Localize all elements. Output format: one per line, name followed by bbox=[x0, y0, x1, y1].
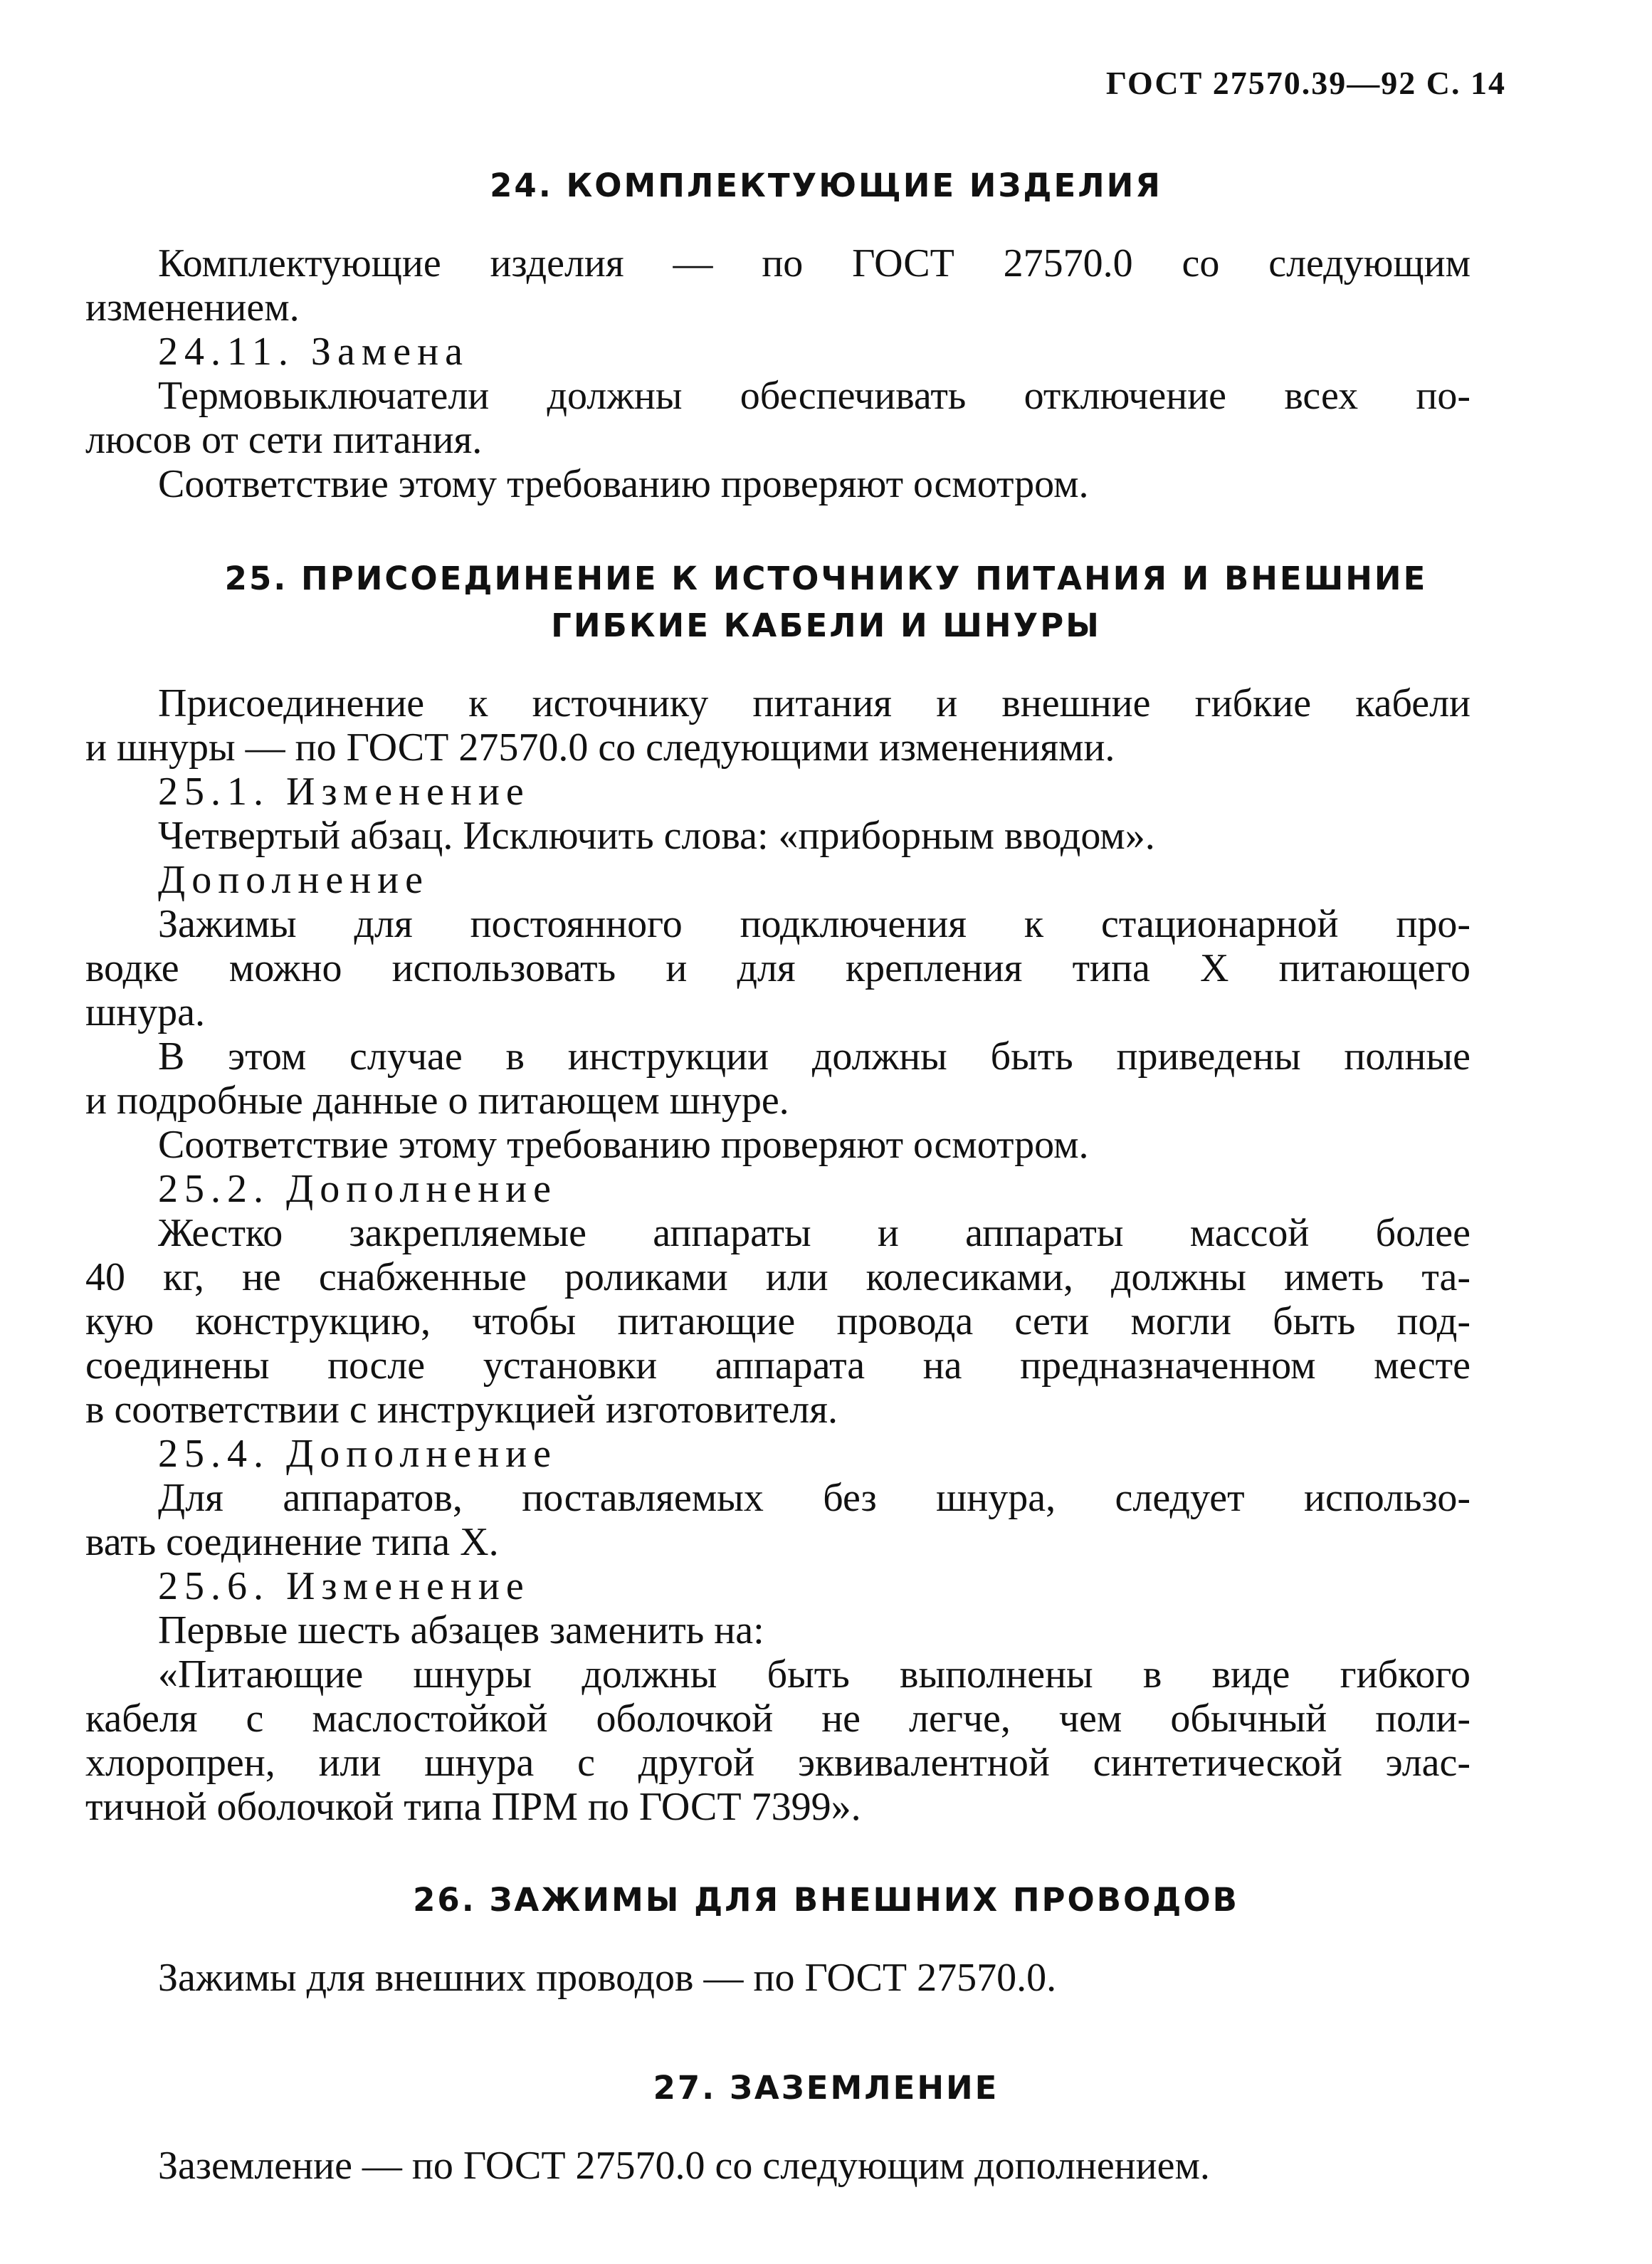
section-title-25-line2: ГИБКИЕ КАБЕЛИ И ШНУРЫ bbox=[551, 607, 1101, 644]
paragraph-line: Присоединение к источнику питания и внешние гибкие кабели bbox=[158, 681, 1471, 725]
paragraph-line: Термовыключатели должны обеспечивать отключение всех по- bbox=[158, 374, 1471, 418]
paragraph-line: люсов от сети питания. bbox=[85, 418, 483, 462]
clause-heading: 24.11. Замена bbox=[158, 330, 469, 374]
section-title-27: 27. ЗАЗЕМЛЕНИЕ bbox=[653, 2069, 999, 2107]
paragraph-line: Соответствие этому требованию проверяют осмотром. bbox=[158, 1123, 1089, 1167]
paragraph-line: вать соединение типа X. bbox=[85, 1520, 499, 1564]
paragraph-line: Для аппаратов, поставляемых без шнура, следует использо- bbox=[158, 1476, 1471, 1520]
paragraph-line: Жестко закрепляемые аппараты и аппараты массой более bbox=[158, 1211, 1471, 1255]
paragraph-line: и шнуры — по ГОСТ 27570.0 со следующими изменениями. bbox=[85, 725, 1115, 770]
paragraph-line: Зажимы для внешних проводов — по ГОСТ 27570.0. bbox=[158, 1956, 1057, 2000]
clause-heading: Дополнение bbox=[158, 858, 429, 902]
quote-line: кабеля с маслостойкой оболочкой не легче, чем обычный поли- bbox=[85, 1697, 1471, 1741]
paragraph-line: изменением. bbox=[85, 285, 300, 330]
quote-line: тичной оболочкой типа ПРМ по ГОСТ 7399». bbox=[85, 1785, 861, 1829]
clause-heading: 25.1. Изменение bbox=[158, 770, 530, 814]
clause-heading: 25.2. Дополнение bbox=[158, 1167, 557, 1211]
paragraph-line: Комплектующие изделия — по ГОСТ 27570.0 со следующим bbox=[158, 241, 1471, 285]
paragraph-line: в соответствии с инструкцией изготовителя. bbox=[85, 1388, 838, 1432]
paragraph-line: Первые шесть абзацев заменить на: bbox=[158, 1608, 764, 1652]
paragraph-line: кую конструкцию, чтобы питающие провода сети могли быть под- bbox=[85, 1299, 1471, 1343]
clause-heading: 25.4. Дополнение bbox=[158, 1432, 557, 1476]
paragraph-line: шнура. bbox=[85, 990, 205, 1034]
running-head: ГОСТ 27570.39—92 С. 14 bbox=[1105, 65, 1506, 101]
paragraph-line: Соответствие этому требованию проверяют осмотром. bbox=[158, 462, 1089, 506]
paragraph-line: 40 кг, не снабженные роликами или колесиками, должны иметь та- bbox=[85, 1255, 1471, 1299]
paragraph-line: Четвертый абзац. Исключить слова: «приборным вводом». bbox=[158, 814, 1155, 858]
paragraph-line: Заземление — по ГОСТ 27570.0 со следующим дополнением. bbox=[158, 2144, 1210, 2188]
paragraph-line: водке можно использовать и для крепления типа X питающего bbox=[85, 946, 1471, 990]
paragraph-line: и подробные данные о питающем шнуре. bbox=[85, 1079, 789, 1123]
section-title-26: 26. ЗАЖИМЫ ДЛЯ ВНЕШНИХ ПРОВОДОВ bbox=[413, 1881, 1239, 1919]
paragraph-line: Зажимы для постоянного подключения к стационарной про- bbox=[158, 902, 1471, 946]
paragraph-line: соединены после установки аппарата на предназначенном месте bbox=[85, 1343, 1471, 1388]
quote-line: хлоропрен, или шнура с другой эквивалентной синтетической элас- bbox=[85, 1741, 1471, 1785]
paragraph-line: В этом случае в инструкции должны быть приведены полные bbox=[158, 1034, 1471, 1079]
quote-line: «Питающие шнуры должны быть выполнены в виде гибкого bbox=[158, 1652, 1471, 1697]
section-title-25-line1: 25. ПРИСОЕДИНЕНИЕ К ИСТОЧНИКУ ПИТАНИЯ И ВНЕШНИЕ bbox=[224, 560, 1428, 597]
section-title-24: 24. КОМПЛЕКТУЮЩИЕ ИЗДЕЛИЯ bbox=[490, 167, 1162, 204]
clause-heading: 25.6. Изменение bbox=[158, 1564, 530, 1608]
